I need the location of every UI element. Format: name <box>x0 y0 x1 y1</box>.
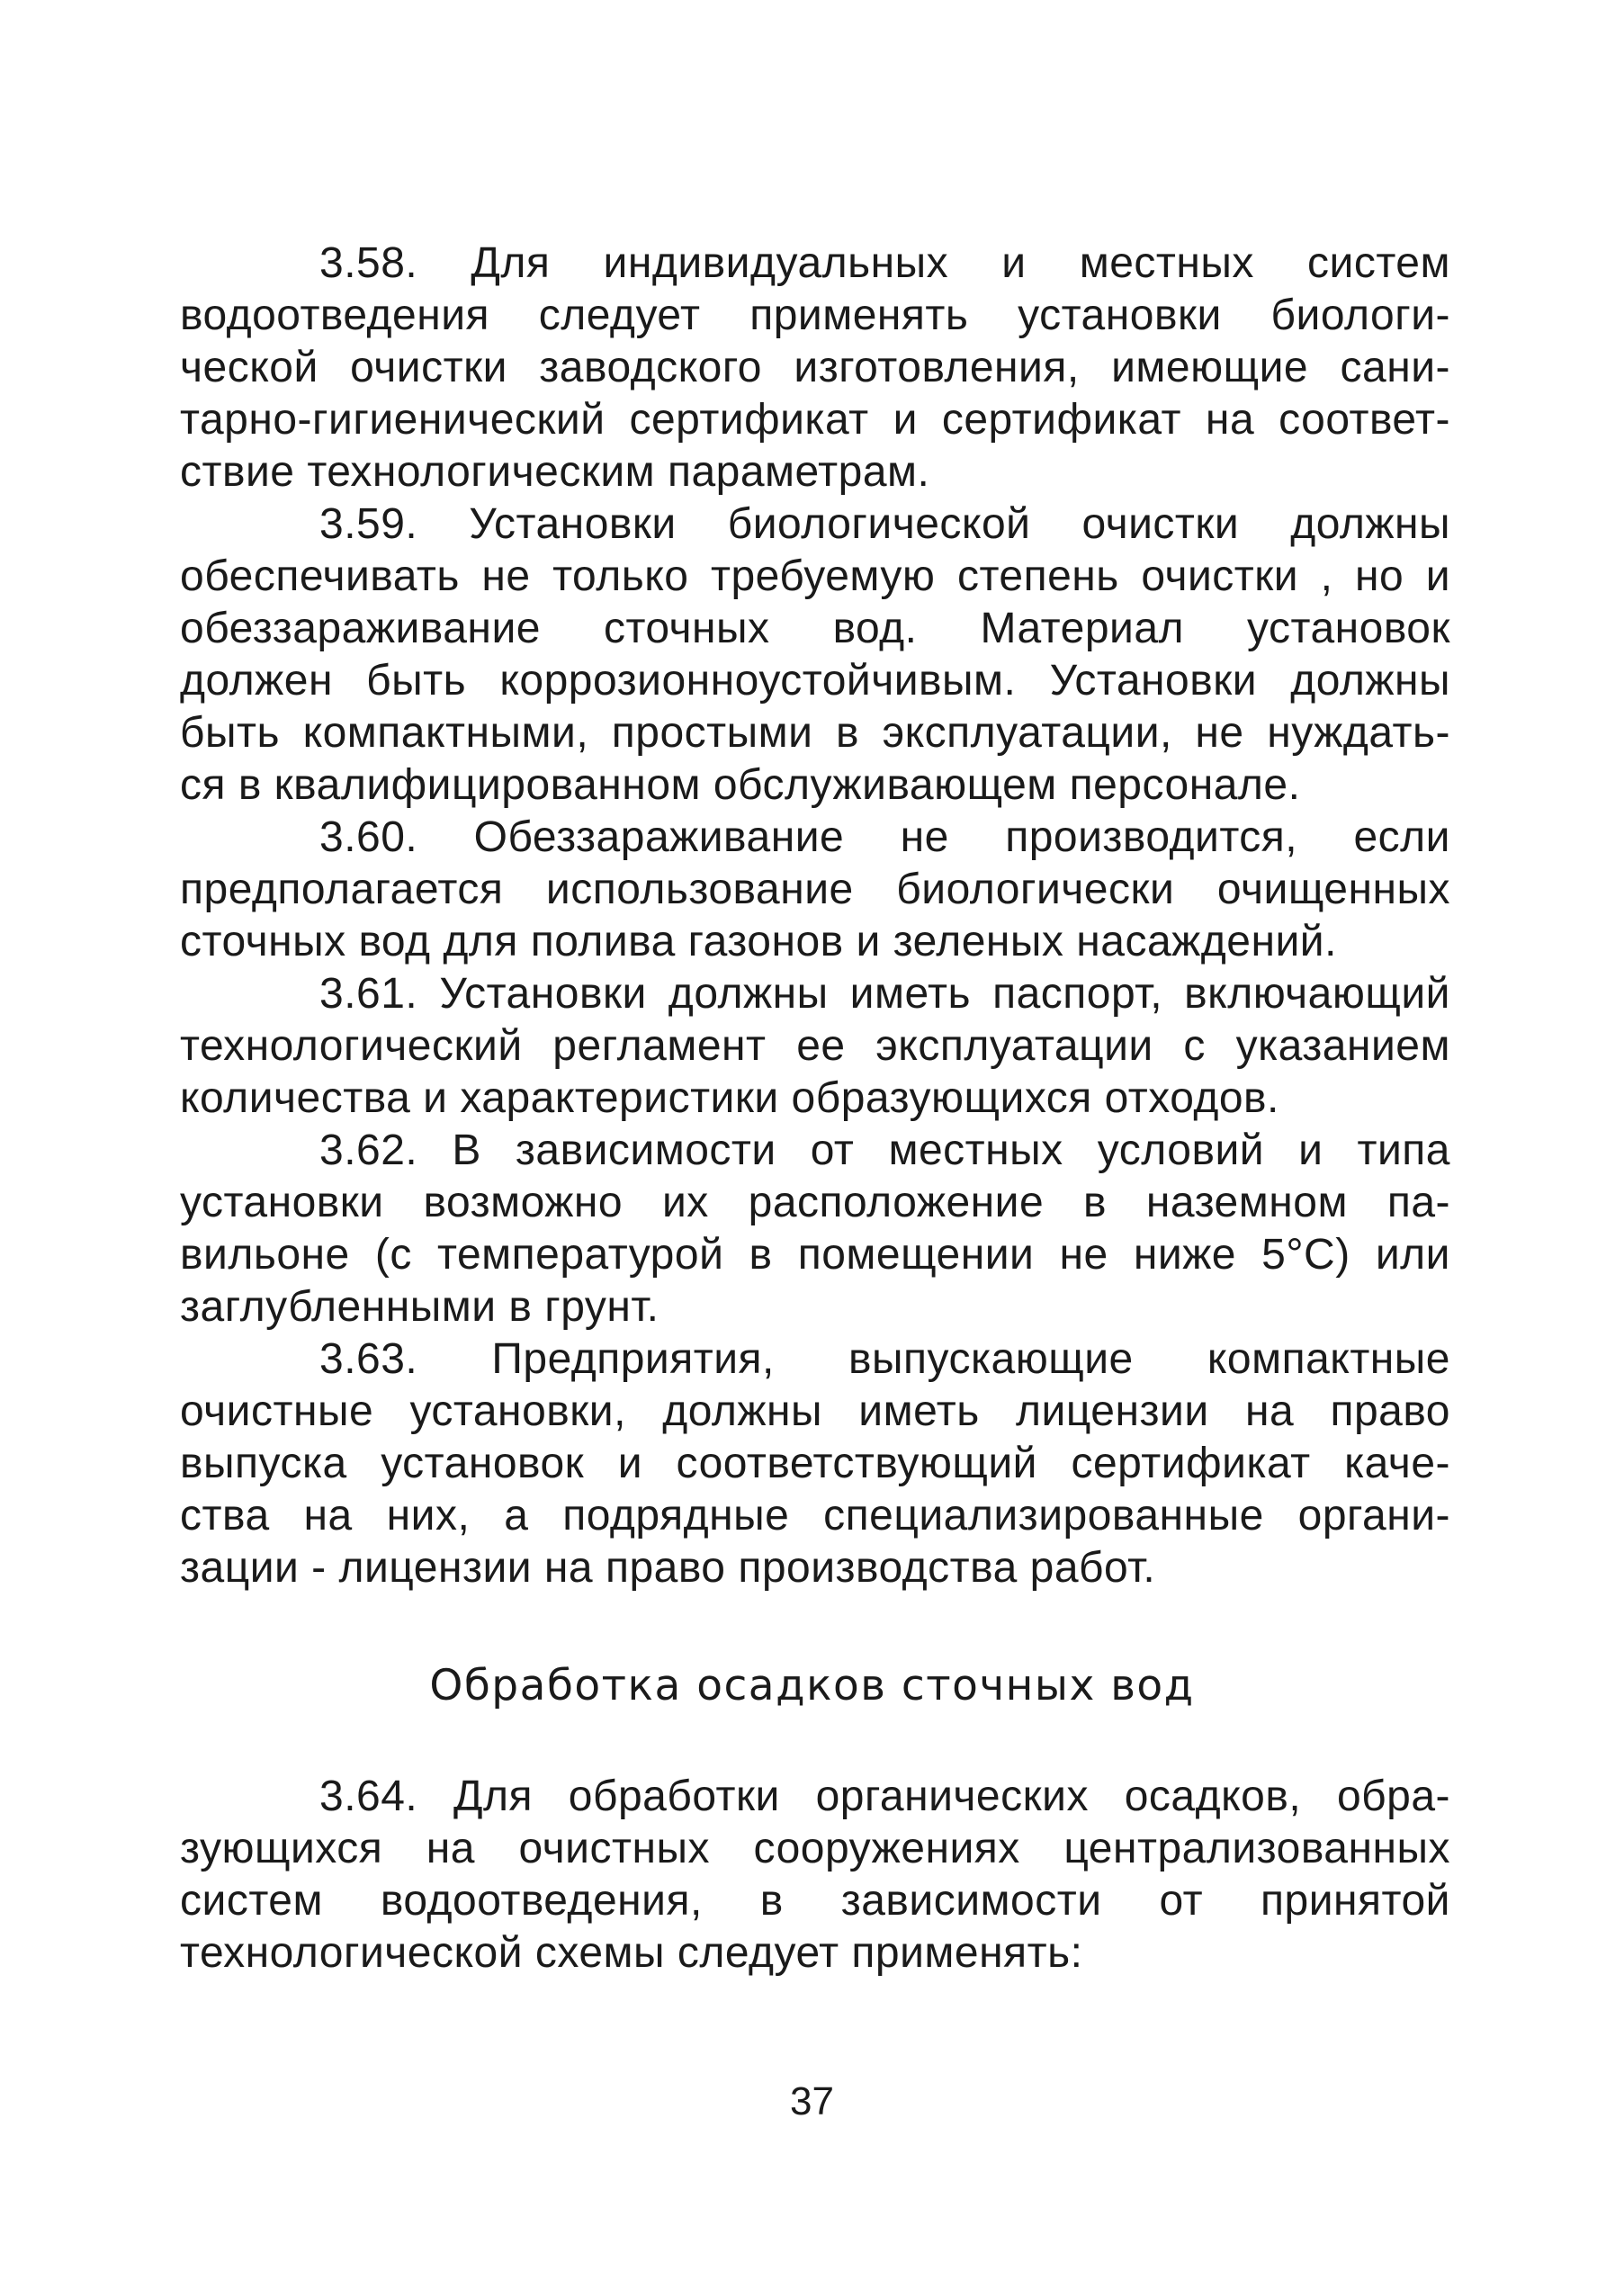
text-line: 3.62. В зависимости от местных условий и типа <box>319 1127 1450 1174</box>
text-line: очистные установки, должны иметь лицензии на право <box>180 1387 1450 1435</box>
text-line: ся в квалифицированном обслуживающем персонале. <box>180 761 1301 809</box>
text-line: 3.60. Обеззараживание не производится, если <box>319 813 1450 861</box>
text-line: сточных вод для полива газонов и зеленых насаждений. <box>180 918 1337 965</box>
text-line: должен быть коррозионноустойчивым. Установки должны <box>180 657 1450 705</box>
text-line: обеззараживание сточных вод. Материал установок <box>180 605 1450 652</box>
text-line: ствие технологическим параметрам. <box>180 448 930 496</box>
text-line: ческой очистки заводского изготовления, имеющие сани- <box>180 344 1450 391</box>
section-heading: Обработка осадков сточных вод <box>429 1661 1195 1710</box>
text-line: зации - лицензии на право производства работ. <box>180 1544 1156 1592</box>
text-line: выпуска установок и соответствующий сертификат каче- <box>180 1440 1450 1487</box>
text-line: водоотведения следует применять установки биологи- <box>180 292 1450 339</box>
text-line: 3.59. Установки биологической очистки должны <box>319 500 1450 548</box>
text-line: технологической схемы следует применять: <box>180 1929 1083 1977</box>
text-line: 3.63. Предприятия, выпускающие компактные <box>319 1335 1450 1383</box>
text-line: 3.58. Для индивидуальных и местных систем <box>319 239 1450 287</box>
text-line: количества и характеристики образующихся отходов. <box>180 1074 1279 1122</box>
text-line: установки возможно их расположение в наземном па- <box>180 1179 1450 1226</box>
page-number: 37 <box>790 2079 834 2123</box>
text-line: обеспечивать не только требуемую степень очистки , но и <box>180 552 1450 600</box>
text-line: вильоне (с температурой в помещении не ниже 5°С) или <box>180 1231 1450 1279</box>
text-line: 3.61. Установки должны иметь паспорт, включающий <box>319 970 1450 1018</box>
text-line: систем водоотведения, в зависимости от принятой <box>180 1877 1450 1925</box>
text-line: заглубленными в грунт. <box>180 1283 659 1331</box>
text-line: ства на них, а подрядные специализированные органи- <box>180 1492 1450 1539</box>
text-line: технологический регламент ее эксплуатации с указанием <box>180 1022 1450 1070</box>
text-line: тарно-гигиенический сертификат и сертификат на соответ- <box>180 396 1450 444</box>
text-line: зующихся на очистных сооружениях централизованных <box>180 1825 1450 1872</box>
text-line: 3.64. Для обработки органических осадков, обра- <box>319 1773 1450 1820</box>
text-line: быть компактными, простыми в эксплуатации, не нуждать- <box>180 709 1450 757</box>
text-line: предполагается использование биологически очищенных <box>180 866 1450 913</box>
